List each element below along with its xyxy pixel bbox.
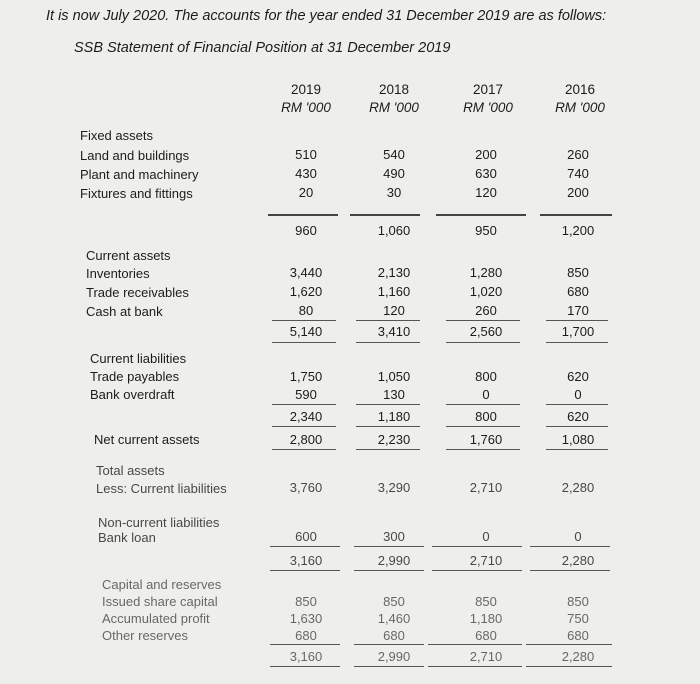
value-cell: 200 (475, 147, 497, 162)
unit-header-2019: RM '000 (281, 100, 331, 115)
current-assets-heading: Current assets (86, 248, 171, 263)
rule (446, 342, 520, 343)
rule (356, 449, 420, 450)
total-cell: 2,280 (561, 553, 595, 568)
row-label: Cash at bank (86, 304, 163, 319)
total-cell: 2,340 (289, 409, 323, 424)
year-header-2018: 2018 (378, 82, 410, 97)
total-cell: 5,140 (289, 324, 323, 339)
value-cell: 850 (475, 594, 497, 609)
rule (546, 404, 608, 405)
rule (526, 666, 612, 667)
value-cell: 1,280 (469, 265, 503, 280)
row-label: Inventories (86, 266, 150, 281)
value-cell: 120 (383, 303, 405, 318)
row-label: Plant and machinery (80, 167, 199, 182)
rule (546, 449, 608, 450)
value-cell: 80 (298, 303, 314, 318)
rule (270, 570, 340, 571)
rule (546, 320, 608, 321)
value-cell: 1,760 (469, 432, 503, 447)
unit-header-2018: RM '000 (369, 100, 419, 115)
row-label: Land and buildings (80, 148, 190, 163)
row-label: Trade receivables (86, 285, 189, 300)
total-cell: 950 (475, 223, 497, 238)
rule (356, 342, 420, 343)
value-cell: 1,020 (469, 284, 503, 299)
total-assets-label: Total assets (96, 463, 165, 478)
year-header-2017: 2017 (472, 82, 504, 97)
rule (354, 666, 424, 667)
total-cell: 2,990 (377, 553, 411, 568)
value-cell: 200 (567, 185, 589, 200)
row-label: Issued share capital (102, 594, 218, 609)
value-cell: 750 (567, 611, 589, 626)
rule (354, 546, 424, 547)
rule (446, 449, 520, 450)
value-cell: 740 (567, 166, 589, 181)
rule (530, 570, 610, 571)
value-cell: 1,630 (289, 611, 323, 626)
intro-text: It is now July 2020. The accounts for the year ended 31 December 2019 are as follows: (46, 8, 607, 24)
rule (268, 214, 338, 216)
total-cell: 1,060 (377, 223, 411, 238)
value-cell: 1,460 (377, 611, 411, 626)
value-cell: 2,280 (561, 480, 595, 495)
value-cell: 1,080 (561, 432, 595, 447)
value-cell: 680 (295, 628, 317, 643)
value-cell: 2,230 (377, 432, 411, 447)
total-cell: 3,160 (289, 553, 323, 568)
value-cell: 260 (475, 303, 497, 318)
less-current-liabilities-label: Less: Current liabilities (96, 481, 227, 496)
row-label: Trade payables (90, 369, 180, 384)
value-cell: 600 (295, 529, 317, 544)
current-liabilities-heading: Current liabilities (90, 351, 187, 366)
rule (546, 426, 608, 427)
rule (356, 426, 420, 427)
value-cell: 170 (567, 303, 589, 318)
row-label: Bank overdraft (90, 387, 175, 402)
statement-title: SSB Statement of Financial Position at 31 December 2019 (74, 40, 451, 56)
value-cell: 2,130 (377, 265, 411, 280)
value-cell: 850 (567, 594, 589, 609)
value-cell: 30 (386, 185, 402, 200)
rule (270, 644, 340, 645)
value-cell: 120 (475, 185, 497, 200)
rule (540, 214, 612, 216)
value-cell: 260 (567, 147, 589, 162)
total-cell: 800 (475, 409, 497, 424)
value-cell: 540 (383, 147, 405, 162)
value-cell: 630 (475, 166, 497, 181)
value-cell: 680 (383, 628, 405, 643)
value-cell: 2,710 (469, 480, 503, 495)
rule (436, 214, 526, 216)
rule (272, 426, 336, 427)
value-cell: 850 (383, 594, 405, 609)
unit-header-2017: RM '000 (463, 100, 513, 115)
rule (432, 546, 522, 547)
rule (270, 546, 340, 547)
total-cell: 2,280 (561, 649, 595, 664)
total-cell: 960 (295, 223, 317, 238)
rule (446, 404, 520, 405)
rule (350, 214, 420, 216)
value-cell: 620 (567, 369, 589, 384)
rule (354, 570, 424, 571)
fixed-assets-heading: Fixed assets (80, 128, 153, 143)
value-cell: 1,050 (377, 369, 411, 384)
rule (354, 644, 424, 645)
value-cell: 430 (295, 166, 317, 181)
year-header-2016: 2016 (564, 82, 596, 97)
value-cell: 2,800 (289, 432, 323, 447)
value-cell: 1,620 (289, 284, 323, 299)
rule (446, 426, 520, 427)
rule (356, 320, 420, 321)
rule (272, 449, 336, 450)
rule (428, 644, 522, 645)
total-cell: 1,700 (561, 324, 595, 339)
total-cell: 620 (567, 409, 589, 424)
value-cell: 0 (574, 529, 582, 544)
rule (272, 320, 336, 321)
bank-loan-label: Bank loan (98, 530, 156, 545)
value-cell: 1,160 (377, 284, 411, 299)
row-label: Other reserves (102, 628, 188, 643)
total-cell: 3,410 (377, 324, 411, 339)
rule (432, 570, 522, 571)
value-cell: 1,180 (469, 611, 503, 626)
capital-reserves-heading: Capital and reserves (102, 577, 222, 592)
total-cell: 2,990 (377, 649, 411, 664)
value-cell: 0 (574, 387, 582, 402)
rule (272, 342, 336, 343)
total-cell: 3,160 (289, 649, 323, 664)
value-cell: 130 (383, 387, 405, 402)
value-cell: 680 (475, 628, 497, 643)
total-cell: 1,180 (377, 409, 411, 424)
row-label: Fixtures and fittings (80, 186, 193, 201)
year-header-2019: 2019 (290, 82, 322, 97)
rule (270, 666, 340, 667)
net-current-assets-label: Net current assets (94, 432, 200, 447)
value-cell: 850 (567, 265, 589, 280)
value-cell: 680 (567, 284, 589, 299)
value-cell: 490 (383, 166, 405, 181)
rule (272, 404, 336, 405)
rule (356, 404, 420, 405)
total-cell: 1,200 (561, 223, 595, 238)
value-cell: 3,290 (377, 480, 411, 495)
value-cell: 0 (482, 387, 490, 402)
unit-header-2016: RM '000 (555, 100, 605, 115)
value-cell: 800 (475, 369, 497, 384)
value-cell: 510 (295, 147, 317, 162)
rule (428, 666, 522, 667)
non-current-liabilities-heading: Non-current liabilities (98, 515, 220, 530)
value-cell: 850 (295, 594, 317, 609)
value-cell: 3,760 (289, 480, 323, 495)
value-cell: 1,750 (289, 369, 323, 384)
value-cell: 300 (383, 529, 405, 544)
rule (526, 644, 612, 645)
value-cell: 680 (567, 628, 589, 643)
total-cell: 2,560 (469, 324, 503, 339)
rule (446, 320, 520, 321)
rule (546, 342, 608, 343)
value-cell: 590 (295, 387, 317, 402)
total-cell: 2,710 (469, 649, 503, 664)
total-cell: 2,710 (469, 553, 503, 568)
rule (530, 546, 610, 547)
value-cell: 3,440 (289, 265, 323, 280)
row-label: Accumulated profit (102, 611, 210, 626)
value-cell: 0 (482, 529, 490, 544)
value-cell: 20 (298, 185, 314, 200)
